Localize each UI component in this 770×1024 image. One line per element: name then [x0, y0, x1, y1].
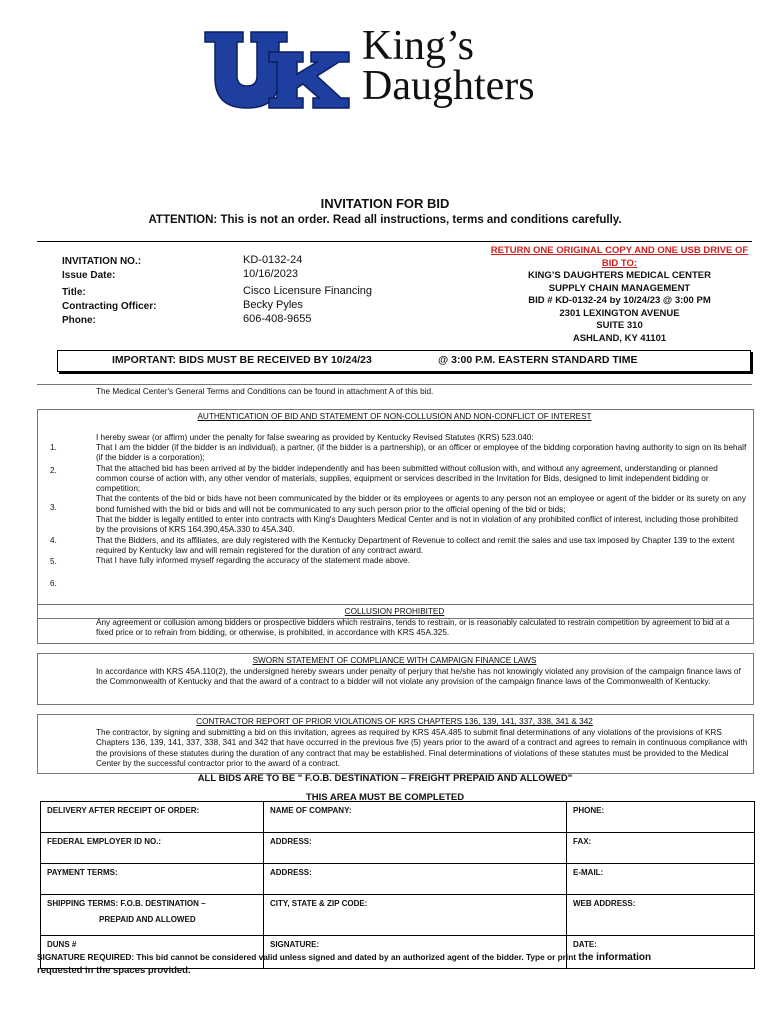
- item-number: 3.: [50, 503, 57, 512]
- prior-violations-text: The contractor, by signing and submitting a bid on this invitation, agrees as required by KRS 45A.485 to submit final determinations of any violations of the provisions of KRS Chapters 136, 139, 141, 337, 338, 341 and 342 that have occurred in the previous five (5) years prior to the award of a contract and agrees to remain in continuous compliance with the provisions of these statutes during the duration of any contract that may be established. Final determinations of violations of these statutes must be provided to the Medical Center by the successful contractor prior to the award of a contract.: [96, 728, 748, 768]
- duns-label: DUNS #: [47, 940, 77, 949]
- email-label: E-MAIL:: [573, 868, 604, 877]
- issue-date-label: Issue Date:: [62, 270, 116, 281]
- delivery-label: DELIVERY AFTER RECEIPT OF ORDER:: [47, 806, 200, 815]
- return-line: BID # KD-0132-24 by 10/24/23 @ 3:00 PM: [528, 295, 711, 306]
- authentication-item: That the bidder is legally entitled to enter into contracts with King's Daughters Medical Center and is not in violation of any prohibited conflict of interest, including those prohibited by the provisions of KRS 164.390,45A.330 to 45A.340.: [96, 515, 738, 535]
- form-row: [41, 802, 755, 833]
- federal-employer-id-label: FEDERAL EMPLOYER ID NO.:: [47, 837, 162, 846]
- phone-label: Phone:: [62, 315, 96, 326]
- fob-statement: ALL BIDS ARE TO BE " F.O.B. DESTINATION – FREIGHT PREPAID AND ALLOWED": [197, 773, 573, 784]
- contracting-officer-value: Becky Pyles: [243, 299, 303, 311]
- item-number: 2.: [50, 466, 57, 475]
- return-line: SUITE 310: [596, 320, 643, 331]
- address-2-label: ADDRESS:: [270, 868, 312, 877]
- campaign-finance-heading: SWORN STATEMENT OF COMPLIANCE WITH CAMPAIGN FINANCE LAWS: [252, 656, 537, 665]
- email-field[interactable]: [567, 864, 755, 895]
- kings-daughters-logo-text: [362, 23, 535, 109]
- signature-required-text: SIGNATURE REQUIRED: This bid cannot be considered valid unless signed and dated by an authorized agent of the bidder. Type or print: [37, 952, 577, 962]
- authentication-item: That the Bidders, and its affiliates, are duly registered with the Kentucky Department of Revenue to collect and remit the sales and use tax imposed by Chapter 139 to the extent required by Kentucky law and will remain registered for the duration of any contract award.: [96, 535, 735, 555]
- return-line: 2301 LEXINGTON AVENUE: [559, 307, 680, 319]
- company-name-label: NAME OF COMPANY:: [270, 806, 352, 815]
- contracting-officer-label: Contracting Officer:: [62, 301, 157, 312]
- shipping-terms-label-2: PREPAID AND ALLOWED: [99, 915, 196, 924]
- title-value: Cisco Licensure Financing: [243, 285, 373, 297]
- web-address-field[interactable]: [567, 895, 755, 936]
- item-number: 5.: [50, 557, 57, 566]
- signature-required-text-2: the information: [578, 952, 652, 963]
- return-line: KING’S DAUGHTERS MEDICAL CENTER: [528, 270, 711, 281]
- attention-notice: ATTENTION: This is not an order. Read all instructions, terms and conditions carefully.: [148, 214, 622, 226]
- phone-field-label: PHONE:: [573, 806, 605, 815]
- signature-required-note: [37, 951, 737, 977]
- invitation-no-value: KD-0132-24: [243, 254, 303, 266]
- logo-line-1: King’s: [362, 23, 475, 69]
- city-state-zip-label: CITY, STATE & ZIP CODE:: [270, 899, 368, 908]
- invitation-no-label: INVITATION NO.:: [62, 256, 142, 267]
- return-line: SUPPLY CHAIN MANAGEMENT: [548, 282, 691, 294]
- form-row: [41, 864, 755, 895]
- prior-violations-heading: CONTRACTOR REPORT OF PRIOR VIOLATIONS OF KRS CHAPTERS 136, 139, 141, 337, 338, 341 & 342: [196, 717, 593, 726]
- general-terms-rule: [37, 384, 752, 385]
- form-row: [41, 895, 755, 936]
- title-label: Title:: [62, 287, 86, 298]
- general-terms-note: The Medical Center's General Terms and Conditions can be found in attachment A of this bid.: [96, 387, 434, 396]
- important-deadline-time: @ 3:00 P.M. EASTERN STANDARD TIME: [438, 354, 638, 366]
- authentication-heading: AUTHENTICATION OF BID AND STATEMENT OF NON-COLLUSION AND NON-CONFLICT OF INTEREST: [197, 412, 592, 421]
- signature-required-text-3: requested in the spaces provided.: [37, 965, 191, 976]
- signature-label: SIGNATURE:: [270, 940, 320, 949]
- address-field[interactable]: [264, 833, 567, 864]
- phone-value: 606-408-9655: [243, 313, 312, 325]
- important-deadline-date: IMPORTANT: BIDS MUST BE RECEIVED BY 10/24/23: [112, 354, 372, 366]
- item-number: 1.: [50, 443, 57, 452]
- authentication-item: That I am the bidder (if the bidder is an individual), a partner, (if the bidder is a partnership), or an officer or employee of the bidding corporation having authority to sign on its behalf (if the bidder is a corporation);: [96, 443, 747, 463]
- page-title: INVITATION FOR BID: [320, 196, 450, 211]
- delivery-field[interactable]: [41, 802, 264, 833]
- phone-field[interactable]: [567, 802, 755, 833]
- address-2-field[interactable]: [264, 864, 567, 895]
- item-number: 4.: [50, 536, 57, 545]
- item-number: 6.: [50, 579, 57, 588]
- form-row: [41, 833, 755, 864]
- collusion-heading: COLLUSION PROHIBITED: [344, 607, 445, 616]
- issue-date-value: 10/16/2023: [243, 268, 299, 280]
- uk-logo-emblem: [203, 30, 353, 110]
- return-to-address: [487, 245, 752, 345]
- important-deadline-box: [57, 350, 751, 372]
- return-line: ASHLAND, KY 41101: [572, 332, 667, 344]
- web-address-label: WEB ADDRESS:: [573, 899, 636, 908]
- fax-label: FAX:: [573, 837, 592, 846]
- shipping-terms-label: SHIPPING TERMS: F.O.B. DESTINATION –: [47, 899, 206, 908]
- authentication-intro: I hereby swear (or affirm) under the penalty for false swearing as provided by Kentucky Revised Statutes (KRS) 523.040:: [96, 433, 534, 442]
- date-label: DATE:: [573, 940, 597, 949]
- authentication-item: That I have fully informed myself regarding the accuracy of the statement made above.: [96, 556, 411, 566]
- collusion-text: Any agreement or collusion among bidders or prospective bidders which restrains, tends to restrain, or is reasonably calculated to restrain competition by agreement to bid at a fixed price or to refrain from bidding, or otherwise, is prohibited, in accordance with KRS 45A.325.: [96, 618, 730, 638]
- must-complete-heading: THIS AREA MUST BE COMPLETED: [305, 792, 465, 803]
- payment-terms-field[interactable]: [41, 864, 264, 895]
- fax-field[interactable]: [567, 833, 755, 864]
- return-heading: RETURN ONE ORIGINAL COPY AND ONE USB DRIVE OF BID TO:: [490, 245, 749, 269]
- campaign-finance-text: In accordance with KRS 45A.110(2), the undersigned hereby swears under penalty of perjury that he/she has not knowingly violated any provision of the campaign finance laws of the Commonwealth of Kentucky and that the award of a contract to a bidder will not violate any provision of the campaign finance laws of the Commonwealth of Kentucky.: [96, 667, 741, 687]
- authentication-items: [96, 443, 748, 567]
- payment-terms-label: PAYMENT TERMS:: [47, 868, 118, 877]
- city-state-zip-field[interactable]: [264, 895, 567, 936]
- shipping-terms-field[interactable]: [41, 895, 264, 936]
- bidder-info-form: [40, 801, 755, 969]
- address-label: ADDRESS:: [270, 837, 312, 846]
- authentication-item: That the contents of the bid or bids have not been communicated by the bidder or its employees or agents to any person not an employee or agent of the bidder or its surety on any bond furnished with the bid or bids and will not be communicated to any such person prior to the official opening of the bid or bids;: [96, 494, 746, 514]
- authentication-item: That the attached bid has been arrived at by the bidder independently and has been submitted without collusion with, and without any agreement, understanding or planned common course of action with, any other vendor of materials, supplies, equipment or services described in the Invitation for Bids, designed to limit independent bidding or competition;: [96, 463, 718, 494]
- federal-employer-id-field[interactable]: [41, 833, 264, 864]
- logo-line-2: Daughters: [362, 63, 535, 109]
- company-name-field[interactable]: [264, 802, 567, 833]
